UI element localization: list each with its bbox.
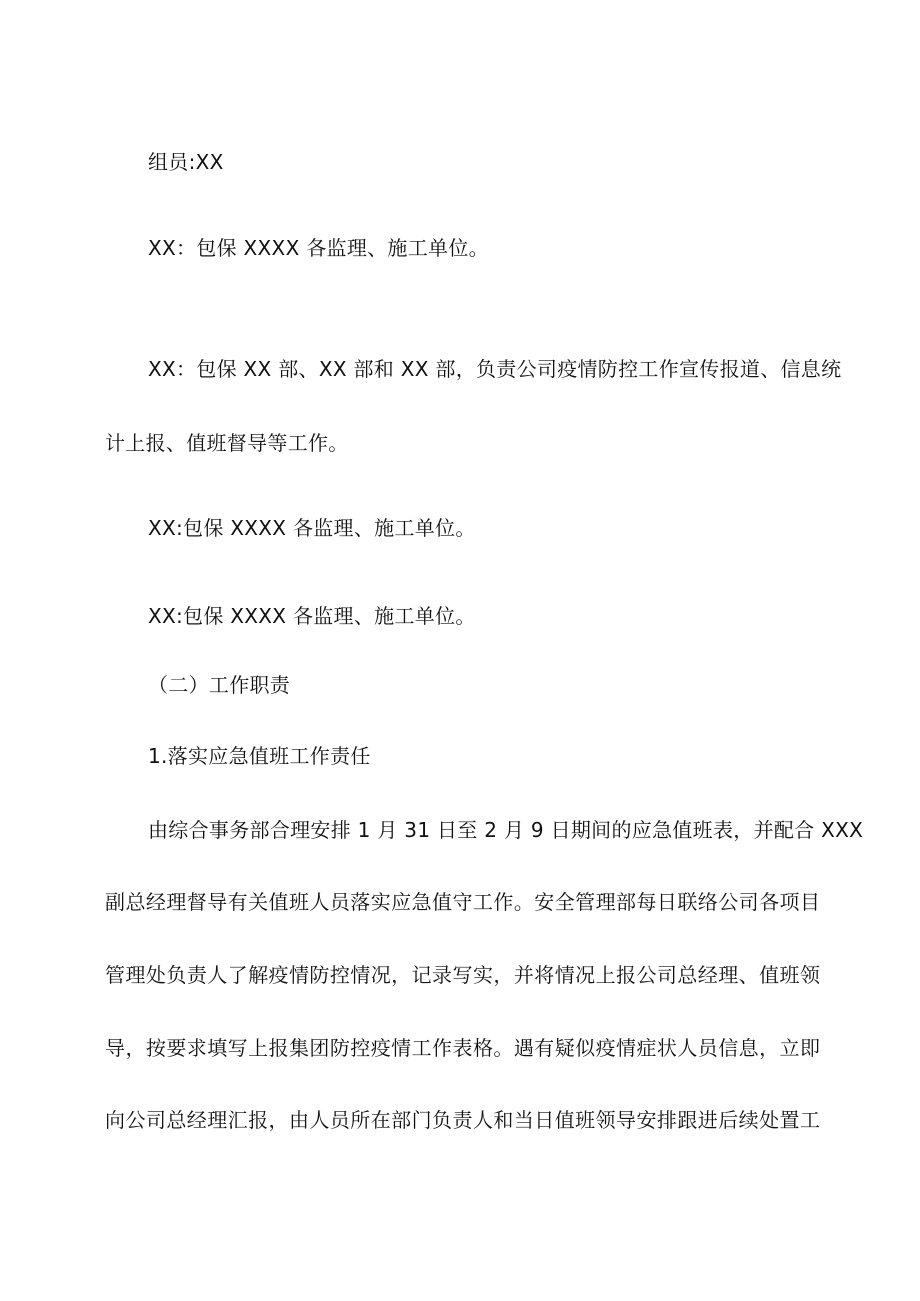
subsection-heading: 1.落实应急值班工作责任 — [148, 744, 371, 768]
section-heading: （二）工作职责 — [148, 673, 291, 697]
assignment-line-3: XX:包保 XXXX 各监理、施工单位。 — [148, 516, 476, 540]
members-label: 组员:XX — [148, 150, 224, 174]
body-line-4: 导，按要求填写上报集团防控疫情工作表格。遇有疑似疫情症状人员信息，立即 — [105, 1036, 820, 1060]
body-line-2: 副总经理督导有关值班人员落实应急值守工作。安全管理部每日联络公司各项目 — [105, 890, 820, 914]
assignment-line-2: XX：包保 XX 部、XX 部和 XX 部，负责公司疫情防控工作宣传报道、信息统 — [148, 357, 842, 381]
body-line-1: 由综合事务部合理安排 1 月 31 日至 2 月 9 日期间的应急值班表，并配合 XXX — [148, 818, 864, 842]
assignment-line-4: XX:包保 XXXX 各监理、施工单位。 — [148, 604, 476, 628]
body-line-3: 管理处负责人了解疫情防控情况，记录写实，并将情况上报公司总经理、值班领 — [105, 963, 820, 987]
assignment-line-1: XX：包保 XXXX 各监理、施工单位。 — [148, 236, 489, 260]
body-line-5: 向公司总经理汇报，由人员所在部门负责人和当日值班领导安排跟进后续处置工 — [105, 1108, 820, 1132]
assignment-line-2-cont: 计上报、值班督导等工作。 — [105, 431, 349, 455]
